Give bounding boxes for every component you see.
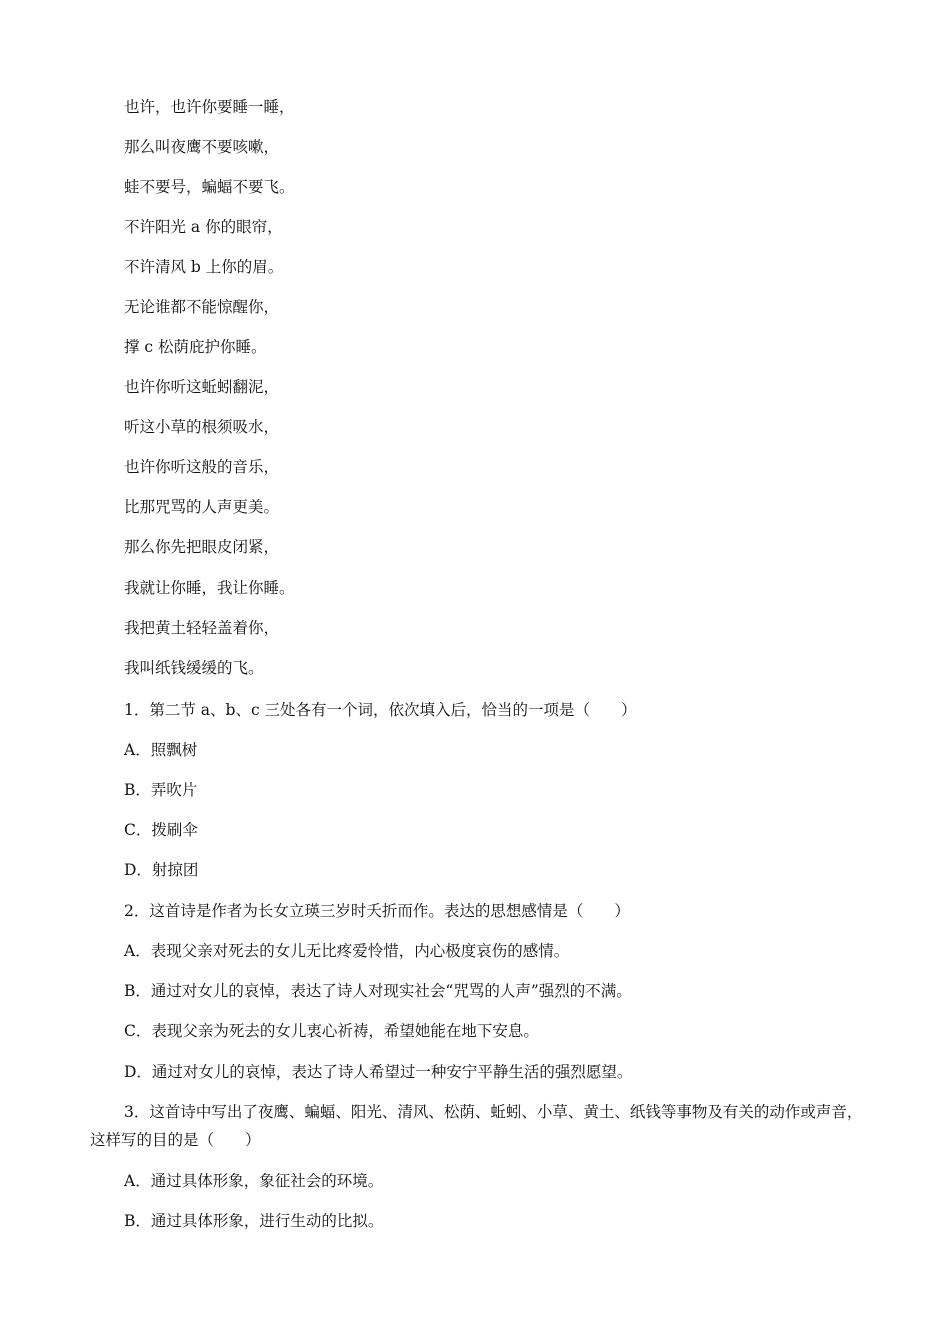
question-3-stem: 3．这首诗中写出了夜鹰、蝙蝠、阳光、清风、松荫、蚯蚓、小草、黄土、纸钱等事物及有关的动作或声音，这样写的目的是（ ） (90, 1103, 863, 1149)
poem-line: 我就让你睡，我让你睡。 (124, 579, 295, 597)
poem-line: 也许，也许你要睡一睡， (124, 98, 295, 116)
poem-line: 不许阳光 a 你的眼帘， (124, 218, 283, 236)
poem-line: 也许你听这般的音乐， (124, 458, 280, 476)
poem-line: 那么叫夜鹰不要咳嗽， (124, 138, 280, 156)
question-2-option-b: B．通过对女儿的哀悼，表达了诗人对现实社会“咒骂的人声”强烈的不满。 (124, 982, 632, 1000)
question-1-option-c: C．拨刷伞 (124, 821, 198, 839)
question-1-option-a: A．照飘树 (124, 741, 198, 759)
poem-line: 我叫纸钱缓缓的飞。 (124, 659, 264, 677)
question-1-option-d: D．射掠团 (124, 861, 199, 879)
poem-line: 不许清风 b 上你的眉。 (124, 258, 284, 276)
poem-line: 我把黄土轻轻盖着你， (124, 619, 280, 637)
poem-line: 那么你先把眼皮闭紧， (124, 538, 280, 556)
question-2-option-d: D．通过对女儿的哀悼，表达了诗人希望过一种安宁平静生活的强烈愿望。 (124, 1063, 633, 1081)
question-3-option-a: A．通过具体形象，象征社会的环境。 (124, 1172, 384, 1190)
poem-line: 无论谁都不能惊醒你， (124, 298, 280, 316)
poem-line: 比那咒骂的人声更美。 (124, 498, 280, 516)
poem-line: 也许你听这蚯蚓翻泥， (124, 378, 280, 396)
question-2-option-c: C．表现父亲为死去的女儿衷心祈祷，希望她能在地下安息。 (124, 1022, 539, 1040)
question-3-option-b: B．通过具体形象，进行生动的比拟。 (124, 1212, 384, 1230)
poem-line: 听这小草的根须吸水， (124, 418, 280, 436)
poem-line: 撑 c 松荫庇护你睡。 (124, 338, 267, 356)
question-2-stem: 2．这首诗是作者为长女立瑛三岁时夭折而作。表达的思想感情是（ ） (124, 902, 630, 920)
question-1-stem: 1．第二节 a、b、c 三处各有一个词，依次填入后，恰当的一项是（ ） (124, 701, 637, 719)
poem-line: 蛙不要号，蝙蝠不要飞。 (124, 178, 295, 196)
question-2-option-a: A．表现父亲对死去的女儿无比疼爱怜惜，内心极度哀伤的感情。 (124, 942, 570, 960)
question-1-option-b: B．弄吹片 (124, 781, 198, 799)
